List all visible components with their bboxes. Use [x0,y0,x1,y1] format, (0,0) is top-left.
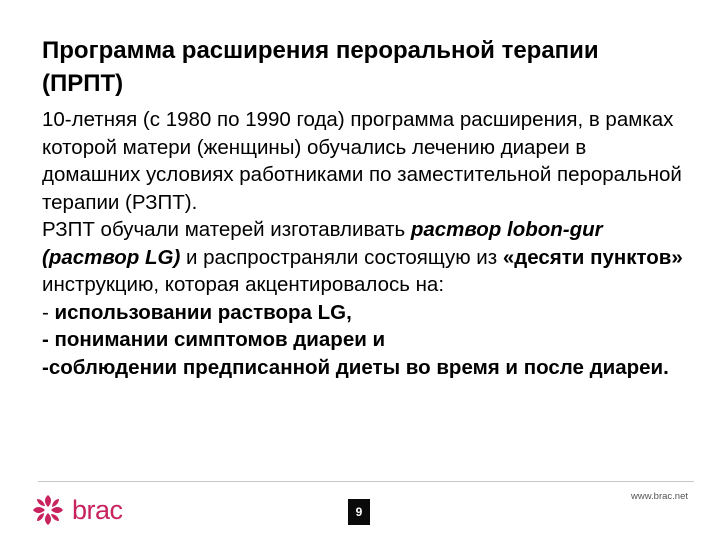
paragraph-program-description: 10-летняя (с 1980 по 1990 года) программа расширения, в рамках которой матери (женщины) обучались лечению диареи в домашних условиях работниками по заместительной пероральной терапии (РЗПТ). [42,108,682,214]
lg-solution-term: раствор lobon-gur (раствор LG) [42,218,603,269]
list-item-prefix: - [42,300,55,324]
list-item: -соблюдении предписанной диеты во время и после диареи. [42,355,669,379]
training-text-start: РЗПТ обучали матерей изготавливать [42,218,411,241]
slide-title: Программа расширения пероральной терапии (ПРПТ) [42,37,599,97]
list-item-text: использовании раствора LG, [54,300,352,324]
footer-divider [38,481,694,482]
paragraph-training [42,216,687,299]
list-item: - понимании симптомов диареи и [42,328,386,351]
training-text-middle: и распространяли состоящую из [180,245,503,269]
slide-body [42,106,687,381]
training-text-end: инструкцию, которая акцентировалось на: [42,273,445,296]
footer-url: www.brac.net [630,491,688,502]
page-number: 9 [348,499,370,525]
list-item [42,299,687,327]
brac-logo-text: brac [72,494,123,525]
ten-points-term: «десяти пунктов» [502,245,683,269]
brac-logo [30,490,123,530]
brac-flower-icon [30,492,66,528]
